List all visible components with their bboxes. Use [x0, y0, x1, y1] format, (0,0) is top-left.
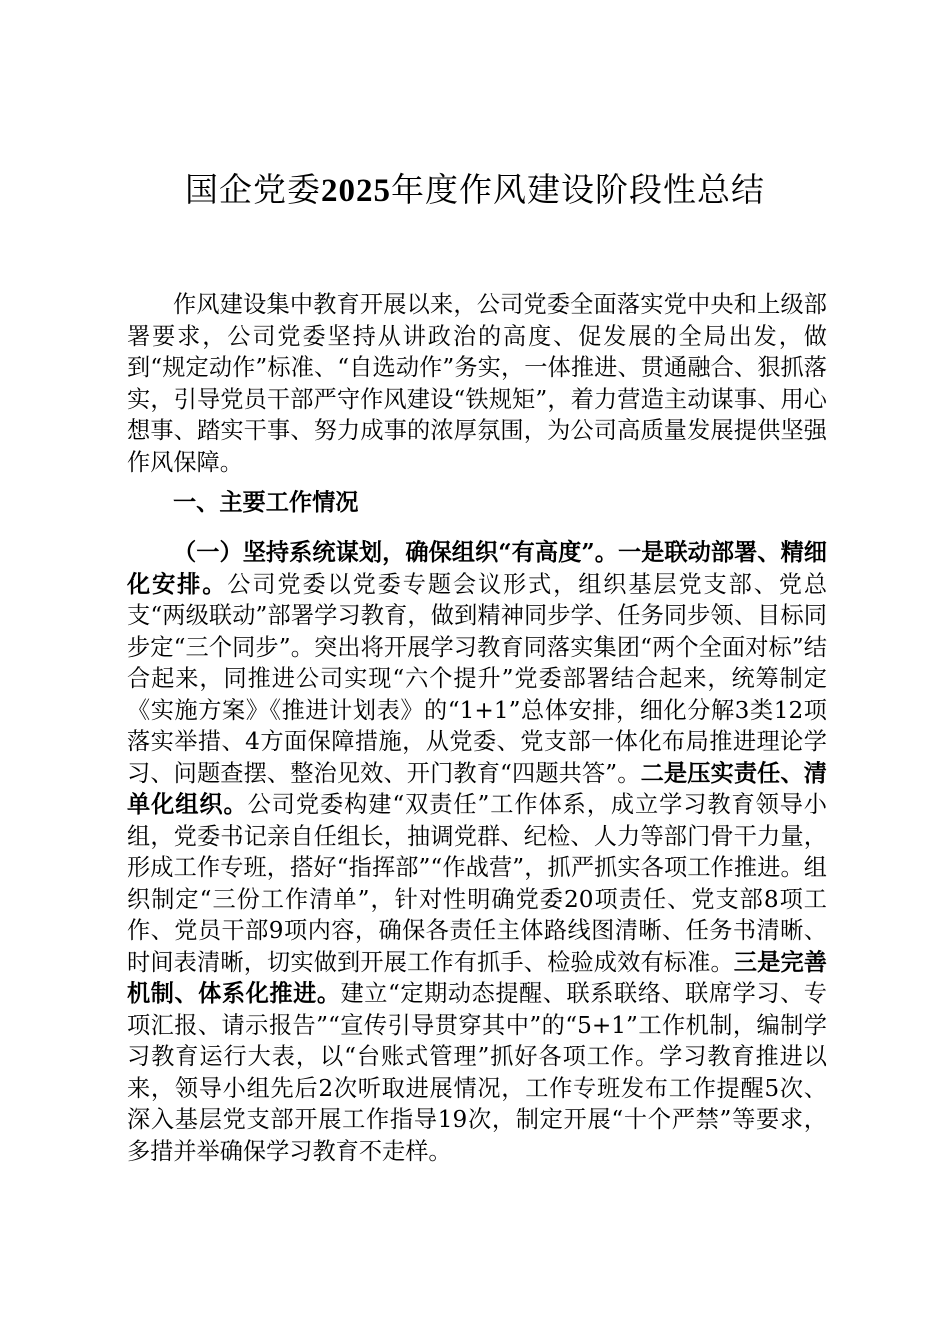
body-text-3: 建立“定期动态提醒、联系联络、联席学习、专项汇报、请示报告”“宣传引导贯穿其中”的“5+1”工作机制，编制学习教育运行大表，以“台账式管理”抓好各项工作。学习教育推进以来，领导小组先后2次听取进展情况，工作专班发布工作提醒5次、深入基层党支部开展工作指导19次，制定开展“十个严禁”等要求，多措并举确保学习教育不走样。	[127, 980, 827, 1165]
title-year: 2025	[321, 173, 391, 209]
intro-paragraph: 作风建设集中教育开展以来，公司党委全面落实党中央和上级部署要求，公司党委坚持从讲政治的高度、促发展的全局出发，做到“规定动作”标准、“自选动作”务实，一体推进、贯通融合、狠抓落实，引导党员干部严守作风建设“铁规矩”，着力营造主动谋事、用心想事、踏实干事、努力成事的浓厚氛围，为公司高质量发展提供坚强作风保障。	[127, 291, 827, 476]
lead-sentence-1: 一是联动部署、精细化安排。	[127, 539, 827, 598]
body-text-1: 公司党委以党委专题会议形式，组织基层党支部、党总支“两级联动”部署学习教育，做到精神同步学、任务同步领、目标同步定“三个同步”。突出将开展学习教育同落实集团“两个全面对标”结合起来，同推进公司实现“六个提升”党委部署结合起来，统筹制定《实施方案》《推进计划表》的“1+1”总体安排，细化分解3类12项落实举措、4方面保障措施，从党委、党支部一体化布局推进理论学习、问题查摆、整治见效、开门教育“四题共答”。	[127, 570, 828, 787]
lead-sentence-3: 三是完善机制、体系化推进。	[127, 948, 827, 1007]
document-title	[0, 166, 950, 215]
section-heading: 一、主要工作情况	[173, 489, 359, 516]
body-text-2: 公司党委构建“双责任”工作体系，成立学习教育领导小组，党委书记亲自任组长，抽调党群、纪检、人力等部门骨干力量，形成工作专班，搭好“指挥部”“作战营”，抓严抓实各项工作推进。组织制定“三份工作清单”，针对性明确党委20项责任、党支部8项工作、党员干部9项内容，确保各责任主体路线图清晰、任务书清晰、时间表清晰，切实做到开展工作有抓手、检验成效有标准。	[127, 791, 827, 976]
lead-sentence-2: 二是压实责任、清单化组织。	[127, 759, 827, 818]
section-1-1-paragraph	[127, 537, 827, 1167]
subsection-title: （一）坚持系统谋划，确保组织“有高度”。	[173, 539, 618, 566]
title-suffix: 年度作风建设阶段性总结	[391, 170, 765, 209]
title-prefix: 国企党委	[185, 170, 321, 209]
